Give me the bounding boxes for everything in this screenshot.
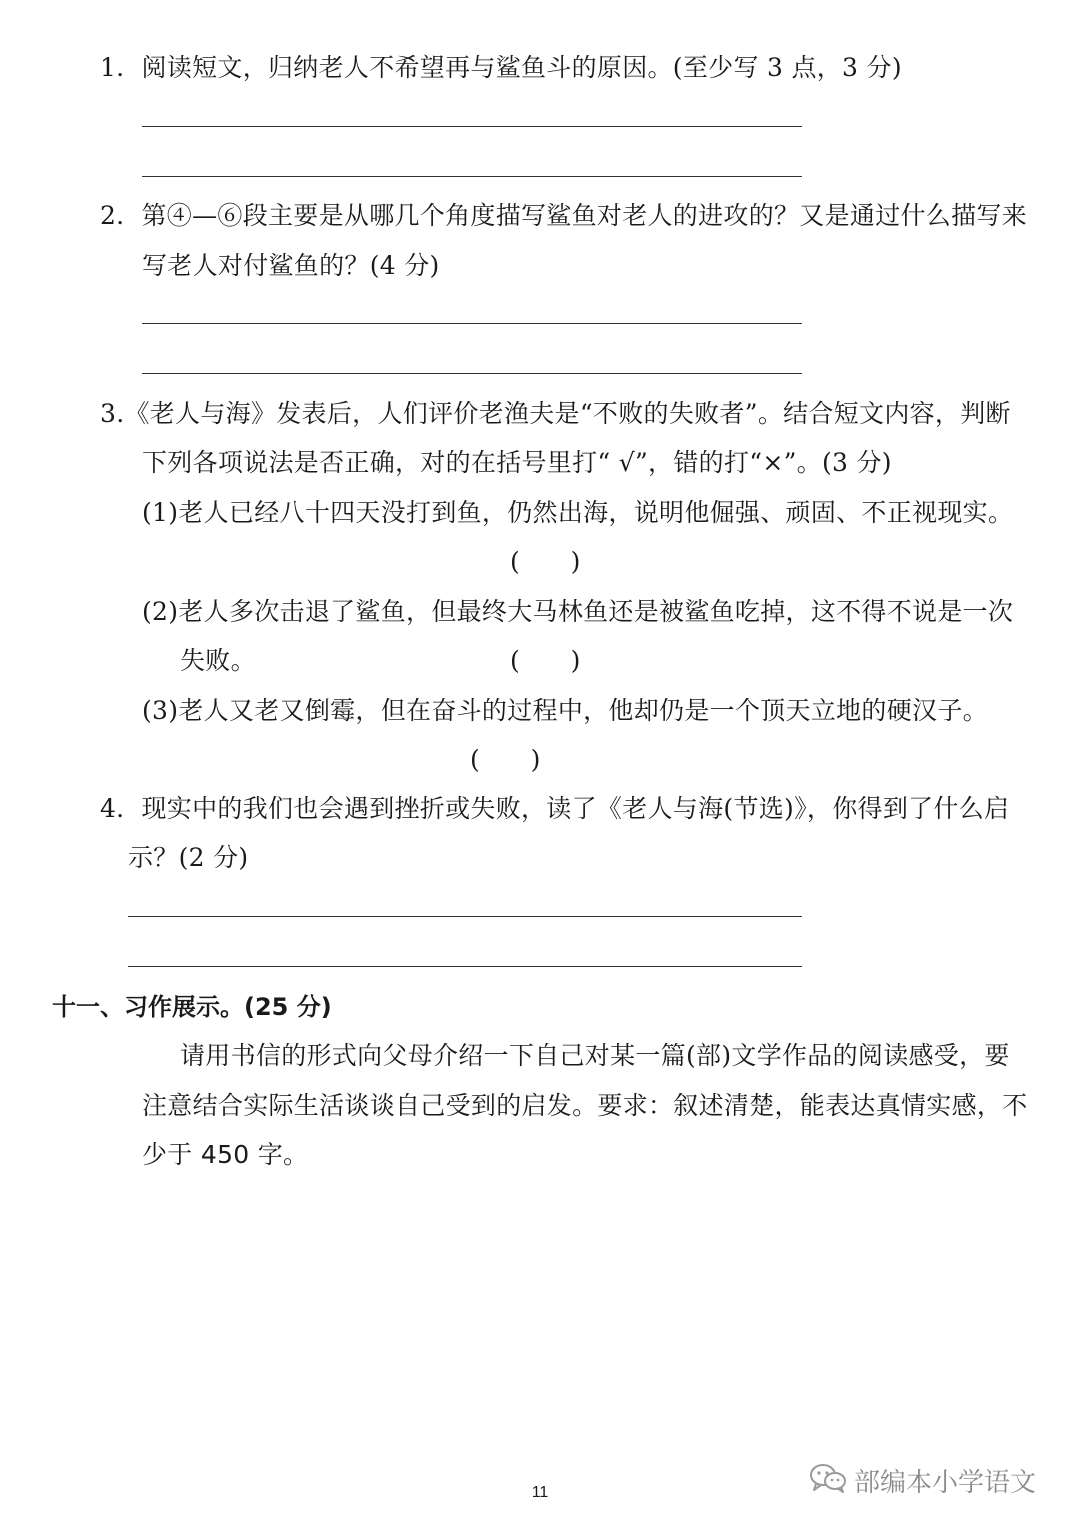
question-4-line1: 4．现实中的我们也会遇到挫折或失败，读了《老人与海(节选)》，你得到了什么启 (100, 794, 1010, 823)
q3-item-2-text: (2)老人多次击退了鲨鱼，但最终大马林鱼还是被鲨鱼吃掉，这不得不说是一次 (142, 597, 1014, 626)
answer-line (142, 373, 802, 374)
prompt-line3-prefix: 少于 (142, 1140, 201, 1169)
question-2-line1: 2．第④—⑥段主要是从哪几个角度描写鲨鱼对老人的进攻的？又是通过什么描写来 (100, 201, 1028, 230)
question-4-line2: 示？(2 分) (128, 843, 249, 872)
q3-item-2-continuation: 失败。 (180, 646, 256, 675)
wechat-icon (808, 1462, 848, 1498)
question-3-line2: 下列各项说法是否正确，对的在括号里打“ √”，错的打“×”。(3 分) (142, 448, 892, 477)
section-11-prompt-line3 (142, 1139, 308, 1171)
answer-line (128, 916, 802, 917)
answer-line (128, 966, 802, 967)
q3-item-2-answer-blank: ( ) (510, 646, 581, 675)
page-number: 11 (531, 1484, 549, 1501)
question-1-text: 1．阅读短文，归纳老人不希望再与鲨鱼斗的原因。(至少写 3 点，3 分) (100, 53, 902, 82)
question-2-line2: 写老人对付鲨鱼的？(4 分) (142, 251, 440, 280)
q3-item-1-text: (1)老人已经八十四天没打到鱼，仍然出海，说明他倔强、顽固、不正视现实。 (142, 498, 1014, 527)
q3-item-3-answer-blank: ( ) (470, 745, 541, 774)
answer-line (142, 126, 802, 127)
watermark-text: 部编本小学语文 (854, 1467, 1037, 1498)
section-11-prompt-line2: 注意结合实际生活谈谈自己受到的启发。要求：叙述清楚，能表达真情实感，不 (142, 1091, 1028, 1120)
prompt-line3-suffix: 字。 (249, 1140, 309, 1169)
section-11-prompt-line1: 请用书信的形式向父母介绍一下自己对某一篇(部)文学作品的阅读感受，要 (180, 1041, 1010, 1070)
watermark (808, 1462, 1036, 1498)
question-3-line1: 3.《老人与海》发表后，人们评价老渔夫是“不败的失败者”。结合短文内容，判断 (100, 399, 1011, 428)
word-count: 450 (200, 1140, 250, 1169)
q3-item-3-text: (3)老人又老又倒霉，但在奋斗的过程中，他却仍是一个顶天立地的硬汉子。 (142, 696, 988, 725)
answer-line (142, 176, 802, 177)
answer-line (142, 323, 802, 324)
section-11-heading: 十一、习作展示。(25 分) (52, 993, 332, 1021)
q3-item-1-answer-blank: ( ) (510, 547, 581, 576)
